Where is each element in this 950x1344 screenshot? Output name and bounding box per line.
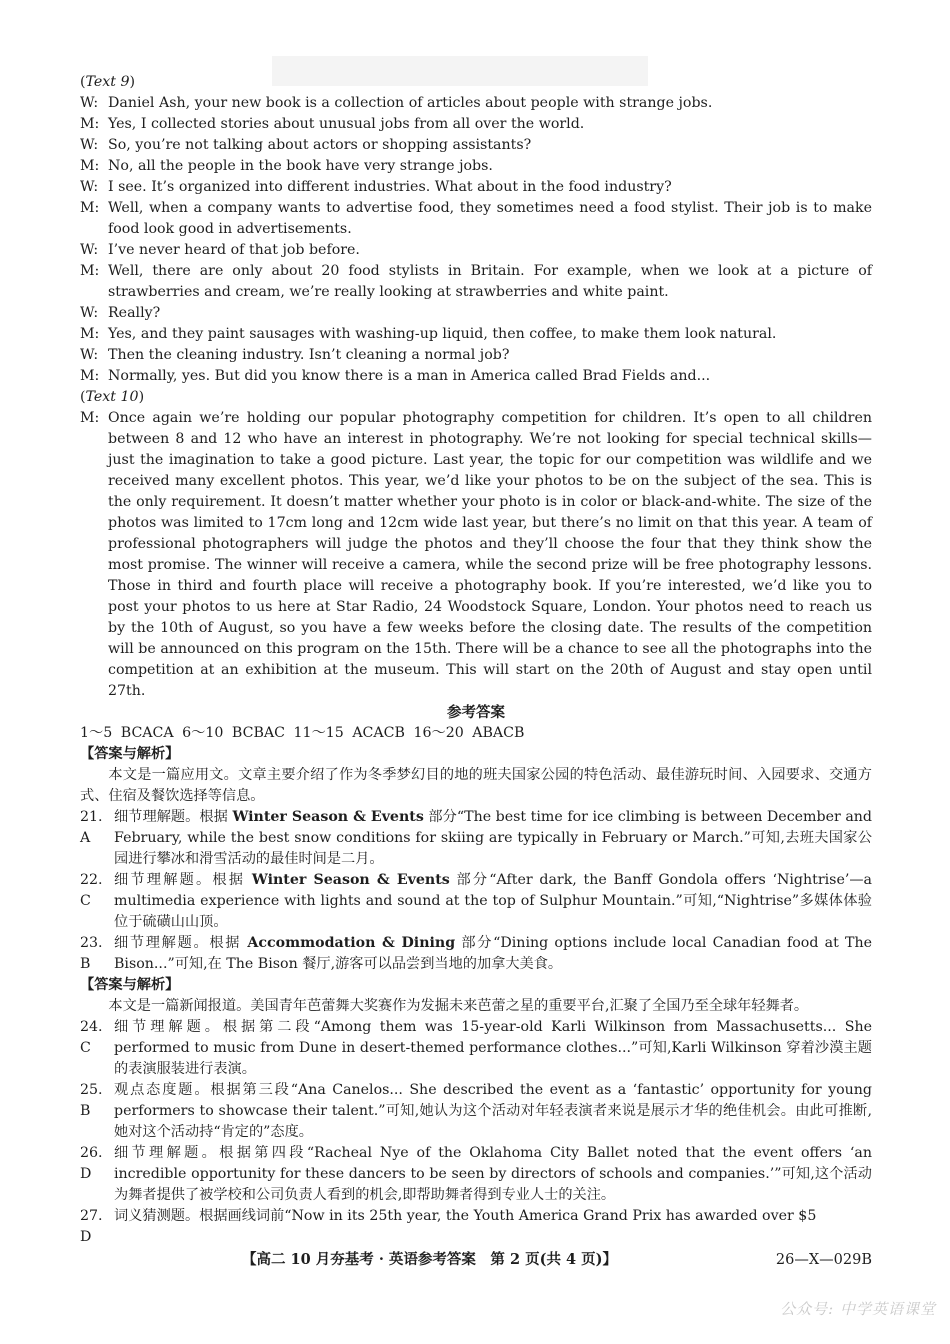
- dialogue-line: [80, 156, 872, 177]
- item-section-name: Winter Season & Events: [232, 809, 424, 825]
- speaker-label: M:: [80, 410, 100, 426]
- dialogue-line: [80, 345, 872, 366]
- footer-code: 26—X—029B: [775, 1252, 872, 1268]
- item-text: 细节理解题。根据第四段“Racheal Nye of the Oklahoma City Ballet noted that the event offers ‘an incredible opportunity for these dancers to be seen by directors of schools and companies.’”可知,这个活动为舞者提供了被学校和公司负责人看到的机会,即帮助舞者得到专业人士的关注。: [114, 1145, 872, 1203]
- item-text-post: 部分“After dark, the Banff Gondola offers ‘Nightrise’—a multimedia experience with lights and sound at the top of Sulphur Mountain.”可知,“Nightrise”多媒体体验位于硫磺山山顶。: [114, 872, 872, 930]
- dialogue-text: Well, when a company wants to advertise food, they sometimes need a food stylist. Their job is to make food look good in advertisements.: [108, 200, 872, 237]
- dialogue-text: Yes, and they paint sausages with washing-up liquid, then coffee, to make them look natural.: [108, 326, 777, 342]
- speaker-label: M:: [80, 263, 100, 279]
- dialogue-text: I see. It’s organized into different industries. What about in the food industry?: [108, 179, 672, 195]
- item-number: 21. A: [80, 809, 103, 846]
- analysis1-items: [80, 807, 872, 975]
- analysis-item: [80, 1206, 872, 1248]
- analysis2-heading: 【答案与解析】: [80, 977, 180, 993]
- item-number: 24. C: [80, 1019, 103, 1056]
- analysis-item: [80, 870, 872, 933]
- dialogue-line: [80, 114, 872, 135]
- item-number: 27. D: [80, 1208, 103, 1245]
- dialogue-text: Normally, yes. But did you know there is a man in America called Brad Fields and...: [108, 368, 711, 384]
- analysis-item: [80, 1017, 872, 1080]
- analysis1-summary: 本文是一篇应用文。文章主要介绍了作为冬季梦幻目的地的班夫国家公园的特色活动、最佳游玩时间、入园要求、交通方式、住宿及餐饮选择等信息。: [80, 767, 872, 804]
- dialogue-line: [80, 303, 872, 324]
- item-text: 观点态度题。根据第三段“Ana Canelos... She described the event as a ‘fantastic’ opportunity for young performers to showcase their talent.”可知,她认为这个活动对年轻表演者来说是展示才华的绝佳机会。由此可推断,她对这个活动持“肯定的”态度。: [114, 1082, 872, 1140]
- dialogue-line: [80, 93, 872, 114]
- text10-label: (Text 10): [80, 389, 145, 405]
- item-number: 25. B: [80, 1082, 103, 1119]
- speaker-label: W:: [80, 179, 99, 195]
- dialogue-line: [80, 135, 872, 156]
- dialogue-line: [80, 366, 872, 387]
- item-text-post: 部分“Dining options include local Canadian food at The Bison...”可知,在 The Bison 餐厅,游客可以品尝到当地的加拿大美食。: [114, 935, 872, 972]
- text10-monologue: [80, 408, 872, 702]
- item-text-pre: 细节理解题。根据: [114, 935, 248, 951]
- answer-key-line: 1～5 BCACA 6～10 BCBAC 11～15 ACACB 16～20 ABACB: [80, 725, 525, 741]
- item-text: [114, 870, 872, 933]
- analysis1-heading: 【答案与解析】: [80, 746, 180, 762]
- dialogue-line: [80, 261, 872, 303]
- speaker-label: M:: [80, 326, 100, 342]
- analysis2-summary: 本文是一篇新闻报道。美国青年芭蕾舞大奖赛作为发掘未来芭蕾之星的重要平台,汇聚了全国乃至全球年轻舞者。: [108, 998, 809, 1014]
- speaker-label: M:: [80, 158, 100, 174]
- watermark: 公众号: 中学英语课堂: [780, 1300, 936, 1318]
- item-text-post: 部分“The best time for ice climbing is between December and February, while the best snow conditions for skiing are typically in February or March.”可知,去班夫国家公园进行攀冰和滑雪活动的最佳时间是二月。: [114, 809, 872, 867]
- text9-dialogue: [80, 93, 872, 387]
- text9-label: (Text 9): [80, 74, 136, 90]
- dialogue-text: Well, there are only about 20 food stylists in Britain. For example, when we look at a picture of strawberries and cream, we’re really looking at strawberries and white paint.: [108, 263, 872, 300]
- answer-key-title: 参考答案: [447, 704, 505, 721]
- item-number: 23. B: [80, 935, 103, 972]
- item-text: [114, 933, 872, 975]
- item-text: [114, 807, 872, 870]
- speaker-label: M:: [80, 368, 100, 384]
- speaker-label: W:: [80, 95, 99, 111]
- speaker-label: M:: [80, 116, 100, 132]
- page-content: [80, 72, 872, 1248]
- analysis-item: [80, 807, 872, 870]
- dialogue-text: Really?: [108, 305, 161, 321]
- page-footer: [80, 1249, 872, 1271]
- item-text: 词义猜测题。根据画线词前“Now in its 25th year, the Youth America Grand Prix has awarded over $5: [114, 1208, 817, 1224]
- speaker-label: W:: [80, 137, 99, 153]
- dialogue-line: [80, 198, 872, 240]
- item-section-name: Winter Season & Events: [251, 872, 450, 888]
- analysis-item: [80, 1143, 872, 1206]
- dialogue-text: Daniel Ash, your new book is a collection of articles about people with strange jobs.: [108, 95, 713, 111]
- speaker-label: W:: [80, 305, 99, 321]
- dialogue-line: [80, 324, 872, 345]
- item-text: 细节理解题。根据第二段“Among them was 15-year-old Karli Wilkinson from Massachusetts... She performed to music from Dune in desert-themed performance clothes...”可知,Karli Wilkinson 穿着沙漠主题的表演服装进行表演。: [114, 1019, 872, 1077]
- analysis-item: [80, 933, 872, 975]
- dialogue-line: [80, 177, 872, 198]
- dialogue-text: Then the cleaning industry. Isn’t cleaning a normal job?: [108, 347, 510, 363]
- item-number: 22. C: [80, 872, 103, 909]
- dialogue-text: I’ve never heard of that job before.: [108, 242, 360, 258]
- item-text-pre: 细节理解题。根据: [114, 809, 233, 825]
- monologue-text: Once again we’re holding our popular photography competition for children. It’s open to all children between 8 and 12 who have an interest in photography. We’re not looking for special technical skills—just the imagination to take a good picture. Last year, the topic for our competition was wildlife and we received many excellent photos. This year, we’d like your photos to be on the subject of the sea. This is the only requirement. It doesn’t matter whether your photo is in color or black-and-white. The size of the photos was limited to 17cm long and 12cm wide last year, but there’s no limit on that this year. A team of professional photographers will judge the photos and they’ll choose the four that they think show the most promise. The winner will receive a camera, while the second prize will be free photography lessons. Those in third and fourth place will receive a photography book. If you’re interested, we’d like you to post your photos to us here at Star Radio, 24 Woodstock Square, London. Your photos need to reach us by the 10th of August, so you have a few weeks before the closing date. The results of the competition will be announced on this program on the 15th. There will be a chance to see all the photographs into the competition at an exhibition at the museum. This will start on the 20th of August and stay open until 27th.: [108, 410, 872, 699]
- analysis-item: [80, 1080, 872, 1143]
- speaker-label: W:: [80, 242, 99, 258]
- speaker-label: W:: [80, 347, 99, 363]
- item-text-pre: 细节理解题。根据: [114, 872, 252, 888]
- analysis2-items: [80, 1017, 872, 1248]
- dialogue-text: No, all the people in the book have very strange jobs.: [108, 158, 493, 174]
- item-number: 26. D: [80, 1145, 103, 1182]
- dialogue-line: [80, 240, 872, 261]
- item-section-name: Accommodation & Dining: [247, 935, 456, 951]
- speaker-label: M:: [80, 200, 100, 216]
- footer-title: 【高二 10 月夯基考 · 英语参考答案 第 2 页(共 4 页)】: [242, 1251, 618, 1268]
- dialogue-text: So, you’re not talking about actors or shopping assistants?: [108, 137, 532, 153]
- dialogue-text: Yes, I collected stories about unusual jobs from all over the world.: [108, 116, 585, 132]
